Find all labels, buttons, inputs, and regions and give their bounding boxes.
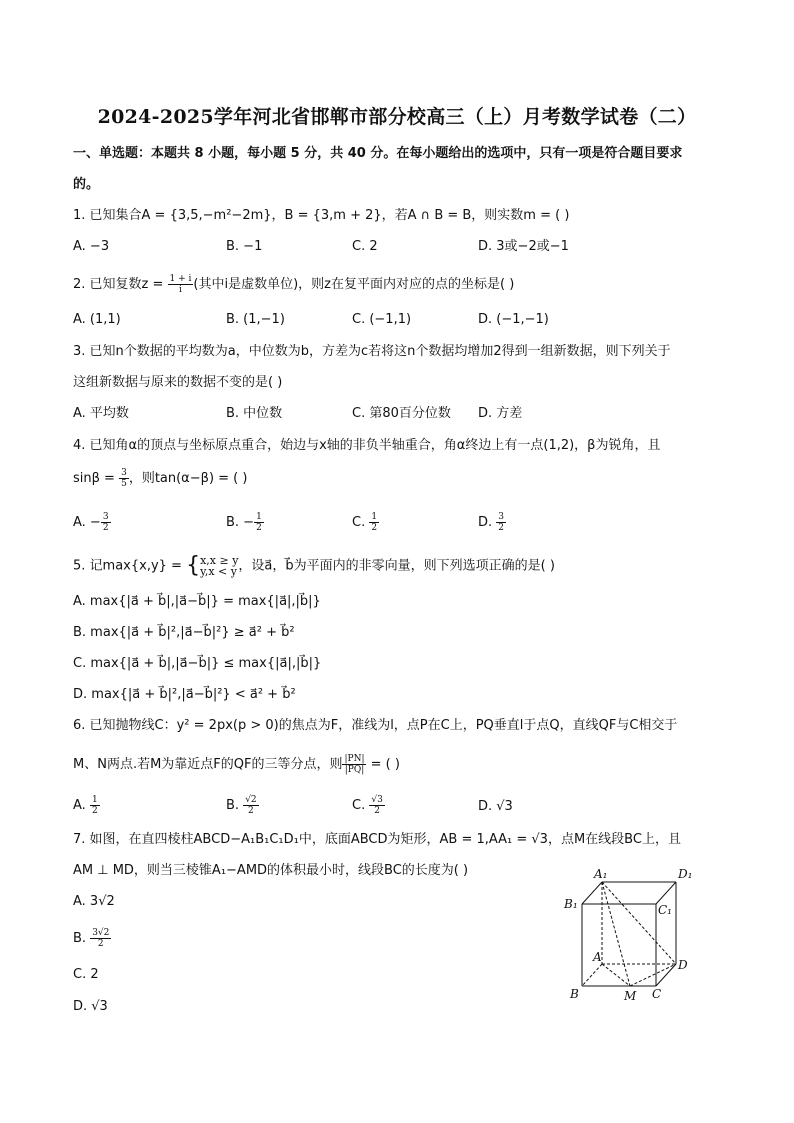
- q5-brace: {: [186, 553, 201, 578]
- q3-option-d: D. 方差: [478, 406, 523, 421]
- q7-option-b-num: 3√2: [92, 928, 110, 938]
- q7-option-b-label: B.: [73, 931, 87, 946]
- edge-m-d: [630, 964, 676, 986]
- q7-option-a: A. 3√2: [73, 894, 115, 909]
- q6-option-b-num: √2: [245, 795, 257, 805]
- q2-option-d: D. (−1,−1): [478, 312, 549, 327]
- q4-option-c: [352, 512, 379, 533]
- q6-option-c-num: √3: [371, 795, 383, 805]
- q4-option-d: [478, 512, 506, 533]
- q4-option-a-num: 3: [102, 512, 109, 522]
- q6-option-c-label: C.: [352, 798, 370, 813]
- prism-figure: [560, 868, 710, 1008]
- label-b: B: [570, 987, 579, 1001]
- label-c: C: [652, 987, 662, 1001]
- label-c1: C₁: [658, 903, 672, 917]
- q6-option-c-fraction: [369, 795, 384, 816]
- q4-option-a-fraction: [101, 512, 111, 533]
- label-m: M: [624, 989, 637, 1003]
- q4-option-d-fraction: [496, 512, 506, 533]
- q4-stem-line2-pre: sinβ =: [73, 471, 120, 486]
- q2-stem-post: (其中i是虚数单位)，则z在复平面内对应的点的坐标是( ): [193, 277, 515, 292]
- section-heading-line1: 一、单选题：本题共 8 小题，每小题 5 分，共 40 分。在每小题给出的选项中，只有一项是符合题目要求: [73, 146, 683, 161]
- label-d1: D₁: [678, 868, 693, 881]
- q4-option-a-label: A. −: [73, 515, 101, 530]
- q2-option-b: B. (1,−1): [226, 312, 285, 327]
- page-title: 2024-2025学年河北省邯郸市部分校高三（上）月考数学试卷（二）: [97, 106, 697, 128]
- q4-frac-den: 5: [121, 479, 127, 489]
- q2-frac-num: 1 + i: [169, 274, 192, 284]
- q6-stem-line2: [73, 754, 400, 775]
- q5-option-a: A. max{|a⃗ + b⃗|,|a⃗−b⃗|} = max{|a⃗|,|b⃗|}: [73, 594, 321, 609]
- section-heading-line2: 的。: [73, 177, 100, 192]
- q7-option-b: [73, 928, 111, 949]
- q4-option-b: [226, 512, 264, 533]
- q7-option-c: C. 2: [73, 967, 99, 982]
- label-a: A: [593, 950, 602, 964]
- edge-a-b: [582, 964, 602, 986]
- q4-option-d-label: D.: [478, 515, 497, 530]
- q3-option-a: A. 平均数: [73, 406, 129, 421]
- q4-option-c-den: 2: [371, 523, 378, 533]
- q3-stem-line2: 这组新数据与原来的数据不变的是( ): [73, 375, 283, 390]
- q5-case2: y,x < y: [200, 565, 237, 578]
- q6-option-a-num: 1: [91, 795, 98, 805]
- q7-stem-line2: AM ⊥ MD，则当三棱锥A₁−AMD的体积最小时，线段BC的长度为( ): [73, 863, 469, 878]
- q7-option-b-fraction: [90, 928, 111, 949]
- q4-fraction: [119, 468, 129, 489]
- q4-option-c-num: 1: [371, 512, 378, 522]
- q6-stem-line1: 6. 已知抛物线C：y² = 2px(p > 0)的焦点为F，准线为l，点P在C上，PQ垂直l于点Q，直线QF与C相交于: [73, 718, 678, 733]
- q5-case1: x,x ≥ y: [200, 554, 239, 567]
- q6-fraction: [342, 754, 366, 775]
- q2-stem: [73, 274, 514, 295]
- q5-option-d: D. max{|a⃗ + b⃗|²,|a⃗−b⃗|²} < a⃗² + b⃗²: [73, 687, 296, 702]
- q6-stem-line2-pre: M、N两点.若M为靠近点F的QF的三等分点，则: [73, 757, 343, 772]
- edge-a-m: [602, 964, 630, 986]
- q5-stem-post: ，设a⃗，b⃗为平面内的非零向量，则下列选项正确的是( ): [238, 558, 555, 574]
- q2-stem-pre: 2. 已知复数z =: [73, 277, 168, 292]
- label-b1: B₁: [564, 897, 578, 911]
- q4-option-b-label: B. −: [226, 515, 255, 530]
- edge-a1-b1: [582, 882, 602, 904]
- edge-c-d: [656, 964, 676, 986]
- q6-option-c-den: 2: [374, 806, 380, 816]
- q4-stem-line1: 4. 已知角α的顶点与坐标原点重合，始边与x轴的非负半轴重合，角α终边上有一点(1,2)，β为锐角，且: [73, 438, 661, 453]
- q1-option-b: B. −1: [226, 239, 263, 254]
- q6-option-d: D. √3: [478, 799, 513, 814]
- label-d: D: [678, 958, 688, 972]
- q5-stem: [73, 555, 555, 577]
- q4-option-b-num: 1: [256, 512, 262, 522]
- q4-option-a-den: 2: [102, 523, 109, 533]
- q6-option-c: [352, 795, 385, 816]
- q6-option-b: [226, 795, 259, 816]
- q5-option-b: B. max{|a⃗ + b⃗|²,|a⃗−b⃗|²} ≥ a⃗² + b⃗²: [73, 625, 295, 640]
- q2-frac-den: i: [179, 285, 182, 295]
- q2-option-a: A. (1,1): [73, 312, 121, 327]
- q4-option-b-fraction: [254, 512, 264, 533]
- q6-frac-num: |PN|: [344, 754, 365, 764]
- q2-option-c: C. (−1,1): [352, 312, 412, 327]
- label-a1: A₁: [594, 868, 608, 881]
- q1-option-a: A. −3: [73, 239, 110, 254]
- q4-option-c-label: C.: [352, 515, 370, 530]
- q6-option-a-fraction: [90, 795, 100, 816]
- q7-stem-line1: 7. 如图，在直四棱柱ABCD−A₁B₁C₁D₁中，底面ABCD为矩形，AB = 1,AA₁ = √3，点M在线段BC上，且: [73, 832, 681, 847]
- q6-option-b-fraction: [243, 795, 258, 816]
- q4-stem-line2-post: ，则tan(α−β) = ( ): [128, 471, 248, 486]
- q6-option-a: [73, 795, 100, 816]
- q6-option-b-den: 2: [248, 806, 254, 816]
- q4-option-a: [73, 512, 111, 533]
- q3-stem-line1: 3. 已知n个数据的平均数为a，中位数为b，方差为c若将这n个数据均增加2得到一组新数据，则下列关于: [73, 344, 671, 359]
- q4-option-d-num: 3: [498, 512, 505, 522]
- q5-cases: [200, 555, 238, 577]
- q1-option-d: D. 3或−2或−1: [478, 239, 569, 254]
- q5-stem-pre: 5. 记max{x,y} =: [73, 558, 187, 574]
- q4-stem-line2: [73, 468, 247, 489]
- q6-stem-line2-post: = ( ): [366, 757, 400, 772]
- q4-option-c-fraction: [369, 512, 379, 533]
- q6-option-a-label: A.: [73, 798, 90, 813]
- q2-fraction: [168, 274, 194, 295]
- q4-option-d-den: 2: [498, 523, 505, 533]
- q7-option-b-den: 2: [97, 939, 104, 949]
- q4-option-b-den: 2: [256, 523, 262, 533]
- q7-option-d: D. √3: [73, 999, 108, 1014]
- q5-option-c: C. max{|a⃗ + b⃗|,|a⃗−b⃗|} ≤ max{|a⃗|,|b⃗|}: [73, 656, 322, 671]
- q3-option-b: B. 中位数: [226, 406, 283, 421]
- q6-option-b-label: B.: [226, 798, 244, 813]
- q6-option-a-den: 2: [91, 806, 98, 816]
- edge-d1-c1: [656, 882, 676, 904]
- q4-frac-num: 3: [121, 468, 127, 478]
- q1-stem: 1. 已知集合A = {3,5,−m²−2m}，B = {3,m + 2}，若A ∩ B = B，则实数m = ( ): [73, 208, 570, 223]
- q1-option-c: C. 2: [352, 239, 378, 254]
- q3-option-c: C. 第80百分位数: [352, 406, 451, 421]
- q6-frac-den: |PQ|: [344, 765, 365, 775]
